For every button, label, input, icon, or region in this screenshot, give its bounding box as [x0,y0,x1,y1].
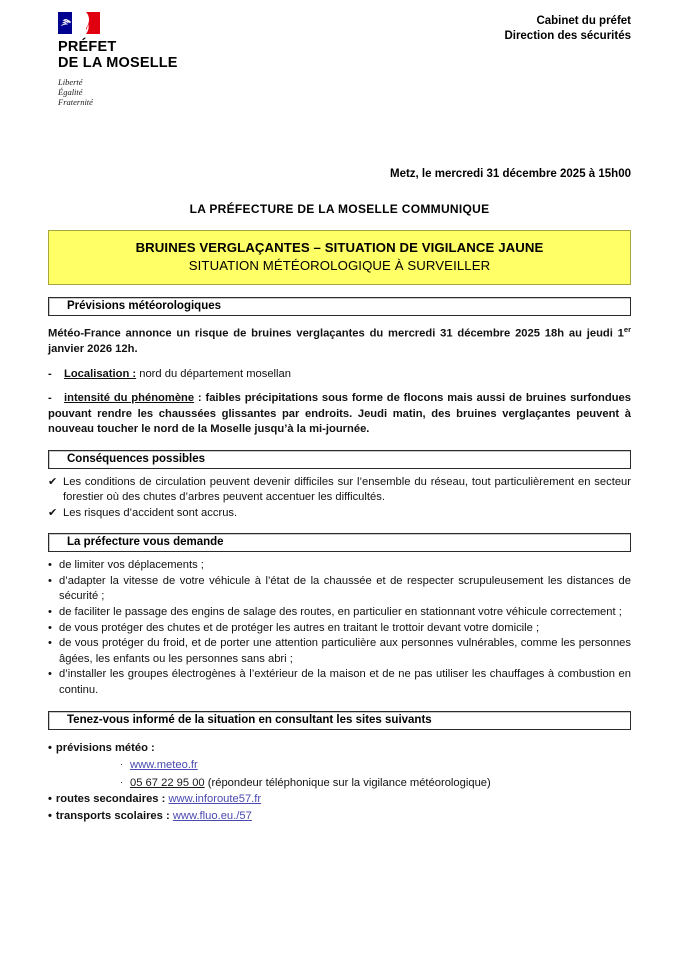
forecast-intensity-label: intensité du phénomène [64,392,195,405]
request-text: de limiter vos déplacements ; [59,559,204,572]
request-text: de faciliter le passage des engins de salage des routes, en particulier en stationnant votre véhicule correctement ; [59,606,622,619]
bullet-icon: • [48,668,52,681]
meteo-phone-row [48,774,631,792]
transports-website-link[interactable]: www.fluo.eu./57 [172,809,252,822]
routes-website-link[interactable]: www.inforoute57.fr [168,793,262,806]
logo-department-label: DE LA MOSELLE [58,55,178,71]
french-flag-marianne-icon [58,12,100,34]
dash-marker: - [48,392,52,405]
banner-headline: BRUINES VERGLAÇANTES – SITUATION DE VIGILANCE JAUNE [135,240,544,255]
dash-marker: - [48,367,52,380]
meteo-label: prévisions météo : [55,741,155,754]
forecast-intro-part1: Météo-France annonce un risque de bruines verglaçantes du mercredi 31 décembre 2025 18h au jeudi 1 [48,327,624,340]
routes-label: routes secondaires : [55,793,166,806]
consequence-item [48,475,631,506]
link-group-transports [48,808,631,825]
request-item [48,558,631,574]
sub-bullet-icon: · [120,776,123,787]
section-heading-requests: La préfecture vous demande [48,533,631,552]
forecast-intro-superscript: er [623,325,631,334]
bullet-icon: • [48,809,52,822]
consequence-text: Les risques d’accident sont accrus. [63,506,238,519]
prefecture-logo [58,12,288,107]
links-list [48,740,631,825]
republic-motto [58,77,288,107]
consequence-item [48,506,631,522]
meteo-phone-number[interactable]: 05 67 22 95 00 [130,776,205,789]
section-heading-forecast: Prévisions météorologiques [48,297,631,316]
link-group-meteo [48,740,631,757]
check-icon: ✔ [48,475,58,488]
forecast-intro [48,322,631,358]
header-cabinet-line: Cabinet du préfet [536,15,631,27]
motto-fraternite: Fraternité [58,97,93,107]
forecast-localisation-label: Localisation : [64,367,137,380]
section-heading-consequences: Conséquences possibles [48,450,631,469]
link-group-routes [48,791,631,808]
bullet-icon: • [48,574,52,587]
transports-label: transports scolaires : [55,809,170,822]
bullet-icon: • [48,741,52,754]
motto-egalite: Égalité [58,87,83,97]
dateline: Metz, le mercredi 31 décembre 2025 à 15h00 [389,168,631,180]
bullet-icon: • [48,606,52,619]
bullet-icon: • [48,559,52,572]
section-heading-links: Tenez-vous informé de la situation en consultant les sites suivants [48,711,631,730]
request-text: de vous protéger des chutes et de protéger les autres en traitant le trottoir devant votre domicile ; [59,621,540,634]
consequence-text: Les conditions de circulation peuvent devenir difficiles sur l’ensemble du réseau, tout particulièrement en secteur forestier où des chutes d’arbres peuvent accentuer les difficultés. [63,475,631,504]
motto-liberte: Liberté [58,77,83,87]
meteo-phone-note: (répondeur téléphonique sur la vigilance météorologique) [204,776,491,789]
forecast-intensity-item [48,391,631,438]
header-direction-line: Direction des sécurités [504,30,631,42]
meteo-site-row [48,756,631,774]
request-item [48,667,631,698]
bullet-icon: • [48,637,52,650]
banner-subheadline: SITUATION MÉTÉOROLOGIQUE À SURVEILLER [188,258,491,273]
check-icon: ✔ [48,506,58,519]
forecast-localisation-text: nord du département mosellan [136,367,291,380]
request-text: de vous protéger du froid, et de porter une attention particulière aux personnes vulnérables, comme les personnes âgées, les enfants ou les personnes sans abri ; [59,637,631,665]
request-item [48,605,631,621]
vigilance-banner [48,230,631,285]
forecast-intensity-text: : faibles précipitations sous forme de flocons mais aussi de bruines surfondues pouvant rendre les chaussées glissantes par endroits. Jeudi matin, des bruines verglaçantes peuvent à nouveau toucher le nord de la Moselle jusqu’à la mi-journée. [48,392,631,436]
meteo-website-link[interactable]: www.meteo.fr [130,759,198,772]
request-item [48,621,631,637]
document-header [48,0,631,120]
bullet-icon: • [48,793,52,806]
request-item [48,636,631,667]
forecast-intro-part2: janvier 2026 12h. [48,343,138,356]
request-text: d’adapter la vitesse de votre véhicule à l’état de la chaussée et de respecter scrupuleusement les distances de sécurité ; [59,574,631,603]
page-title: LA PRÉFECTURE DE LA MOSELLE COMMUNIQUE [189,202,490,216]
bullet-icon: • [48,621,52,634]
forecast-localisation-item [48,367,631,383]
request-item [48,574,631,605]
header-service-block [504,14,631,44]
request-text: d’installer les groupes électrogènes à l’extérieur de la maison et de ne pas utiliser les chauffages à combustion en continu. [59,668,631,696]
logo-prefet-label: PRÉFET [58,39,117,55]
sub-bullet-icon: · [120,759,123,770]
